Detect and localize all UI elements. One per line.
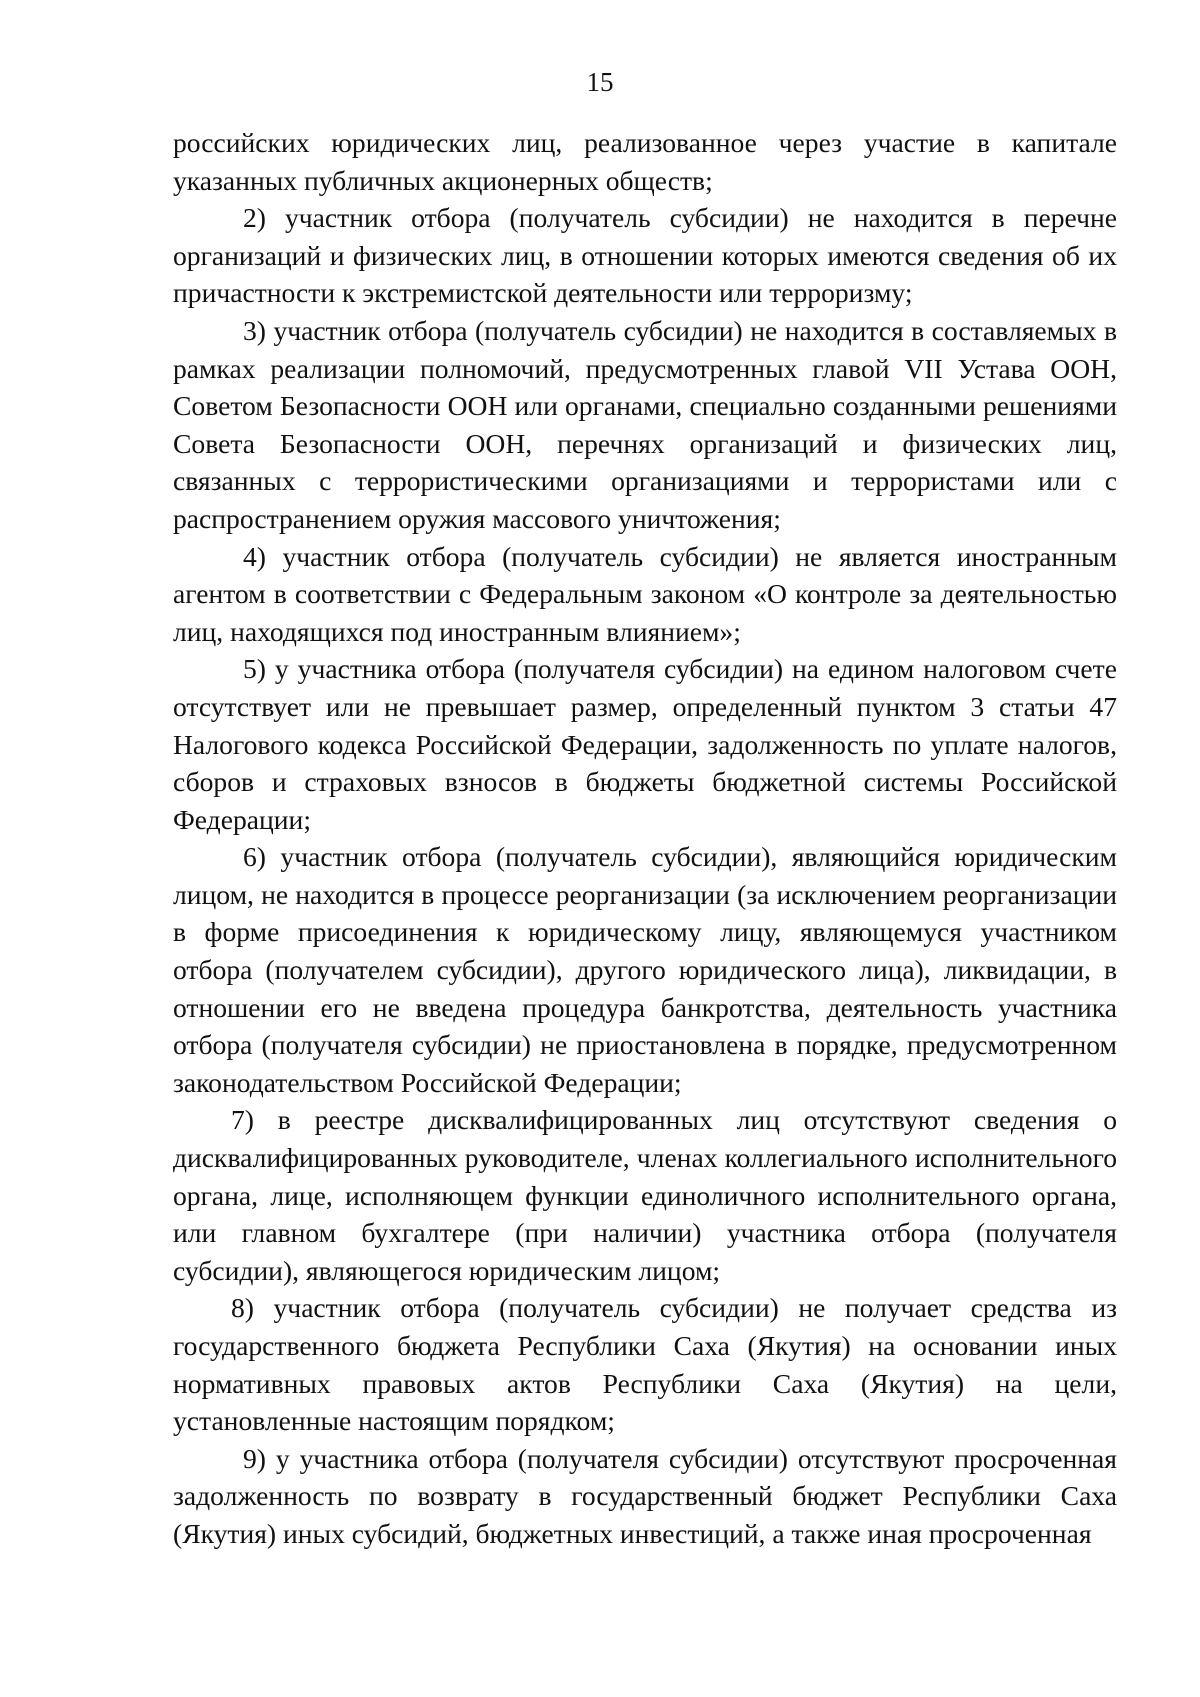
paragraph-item-6: 6) участник отбора (получатель субсидии), являющийся юридическим лицом, не находится в процессе реорганизации (за исключением реорганизации в форме присоединения к юридическому лицу, являющемуся участником отбора (получателем субсидии), другого юридического лица), ликвидации, в отношении его не введена процедура банкротства, деятельность участника отбора (получателя субсидии) не приостановлена в порядке, предусмотренном законодательством Российской Федерации; [173,841,1117,1098]
paragraph-item-7: 7) в реестре дисквалифицированных лиц отсутствуют сведения о дисквалифицированных руководителе, членах коллегиального исполнительного органа, лице, исполняющем функции единоличного исполнительного органа, или главном бухгалтере (при наличии) участника отбора (получателя субсидии), являющегося юридическим лицом; [173,1104,1117,1286]
paragraph-continuation: российских юридических лиц, реализованное через участие в капитале указанных публичных акционерных обществ; [173,127,1117,196]
document-body [173,124,1117,1553]
paragraph-item-3: 3) участник отбора (получатель субсидии) не находится в составляемых в рамках реализации полномочий, предусмотренных главой VII Устава ООН, Советом Безопасности ООН или органами, специально созданными решениями Совета Безопасности ООН, перечнях организаций и физических лиц, связанных с террористическими организациями и террористами или с распространением оружия массового уничтожения; [173,314,1117,534]
paragraph-item-9: 9) у участника отбора (получателя субсидии) отсутствуют просроченная задолженность по возврату в государственный бюджет Республики Саха (Якутия) иных субсидий, бюджетных инвестиций, а также иная просроченная [173,1442,1117,1549]
page-number: 15 [586,67,614,97]
paragraph-item-2: 2) участник отбора (получатель субсидии) не находится в перечне организаций и физических лиц, в отношении которых имеются сведения об их причастности к экстремистской деятельности или терроризму; [173,202,1117,309]
paragraph-item-5: 5) у участника отбора (получателя субсидии) на едином налоговом счете отсутствует или не превышает размер, определенный пунктом 3 статьи 47 Налогового кодекса Российской Федерации, задолженность по уплате налогов, сборов и страховых взносов в бюджеты бюджетной системы Российской Федерации; [173,653,1117,835]
paragraph-item-4: 4) участник отбора (получатель субсидии) не является иностранным агентом в соответствии с Федеральным законом «О контроле за деятельностью лиц, находящихся под иностранным влиянием»; [173,540,1117,647]
paragraph-item-8: 8) участник отбора (получатель субсидии) не получает средства из государственного бюджета Республики Саха (Якутия) на основании иных нормативных правовых актов Республики Саха (Якутия) на цели, установленные настоящим порядком; [173,1292,1117,1437]
